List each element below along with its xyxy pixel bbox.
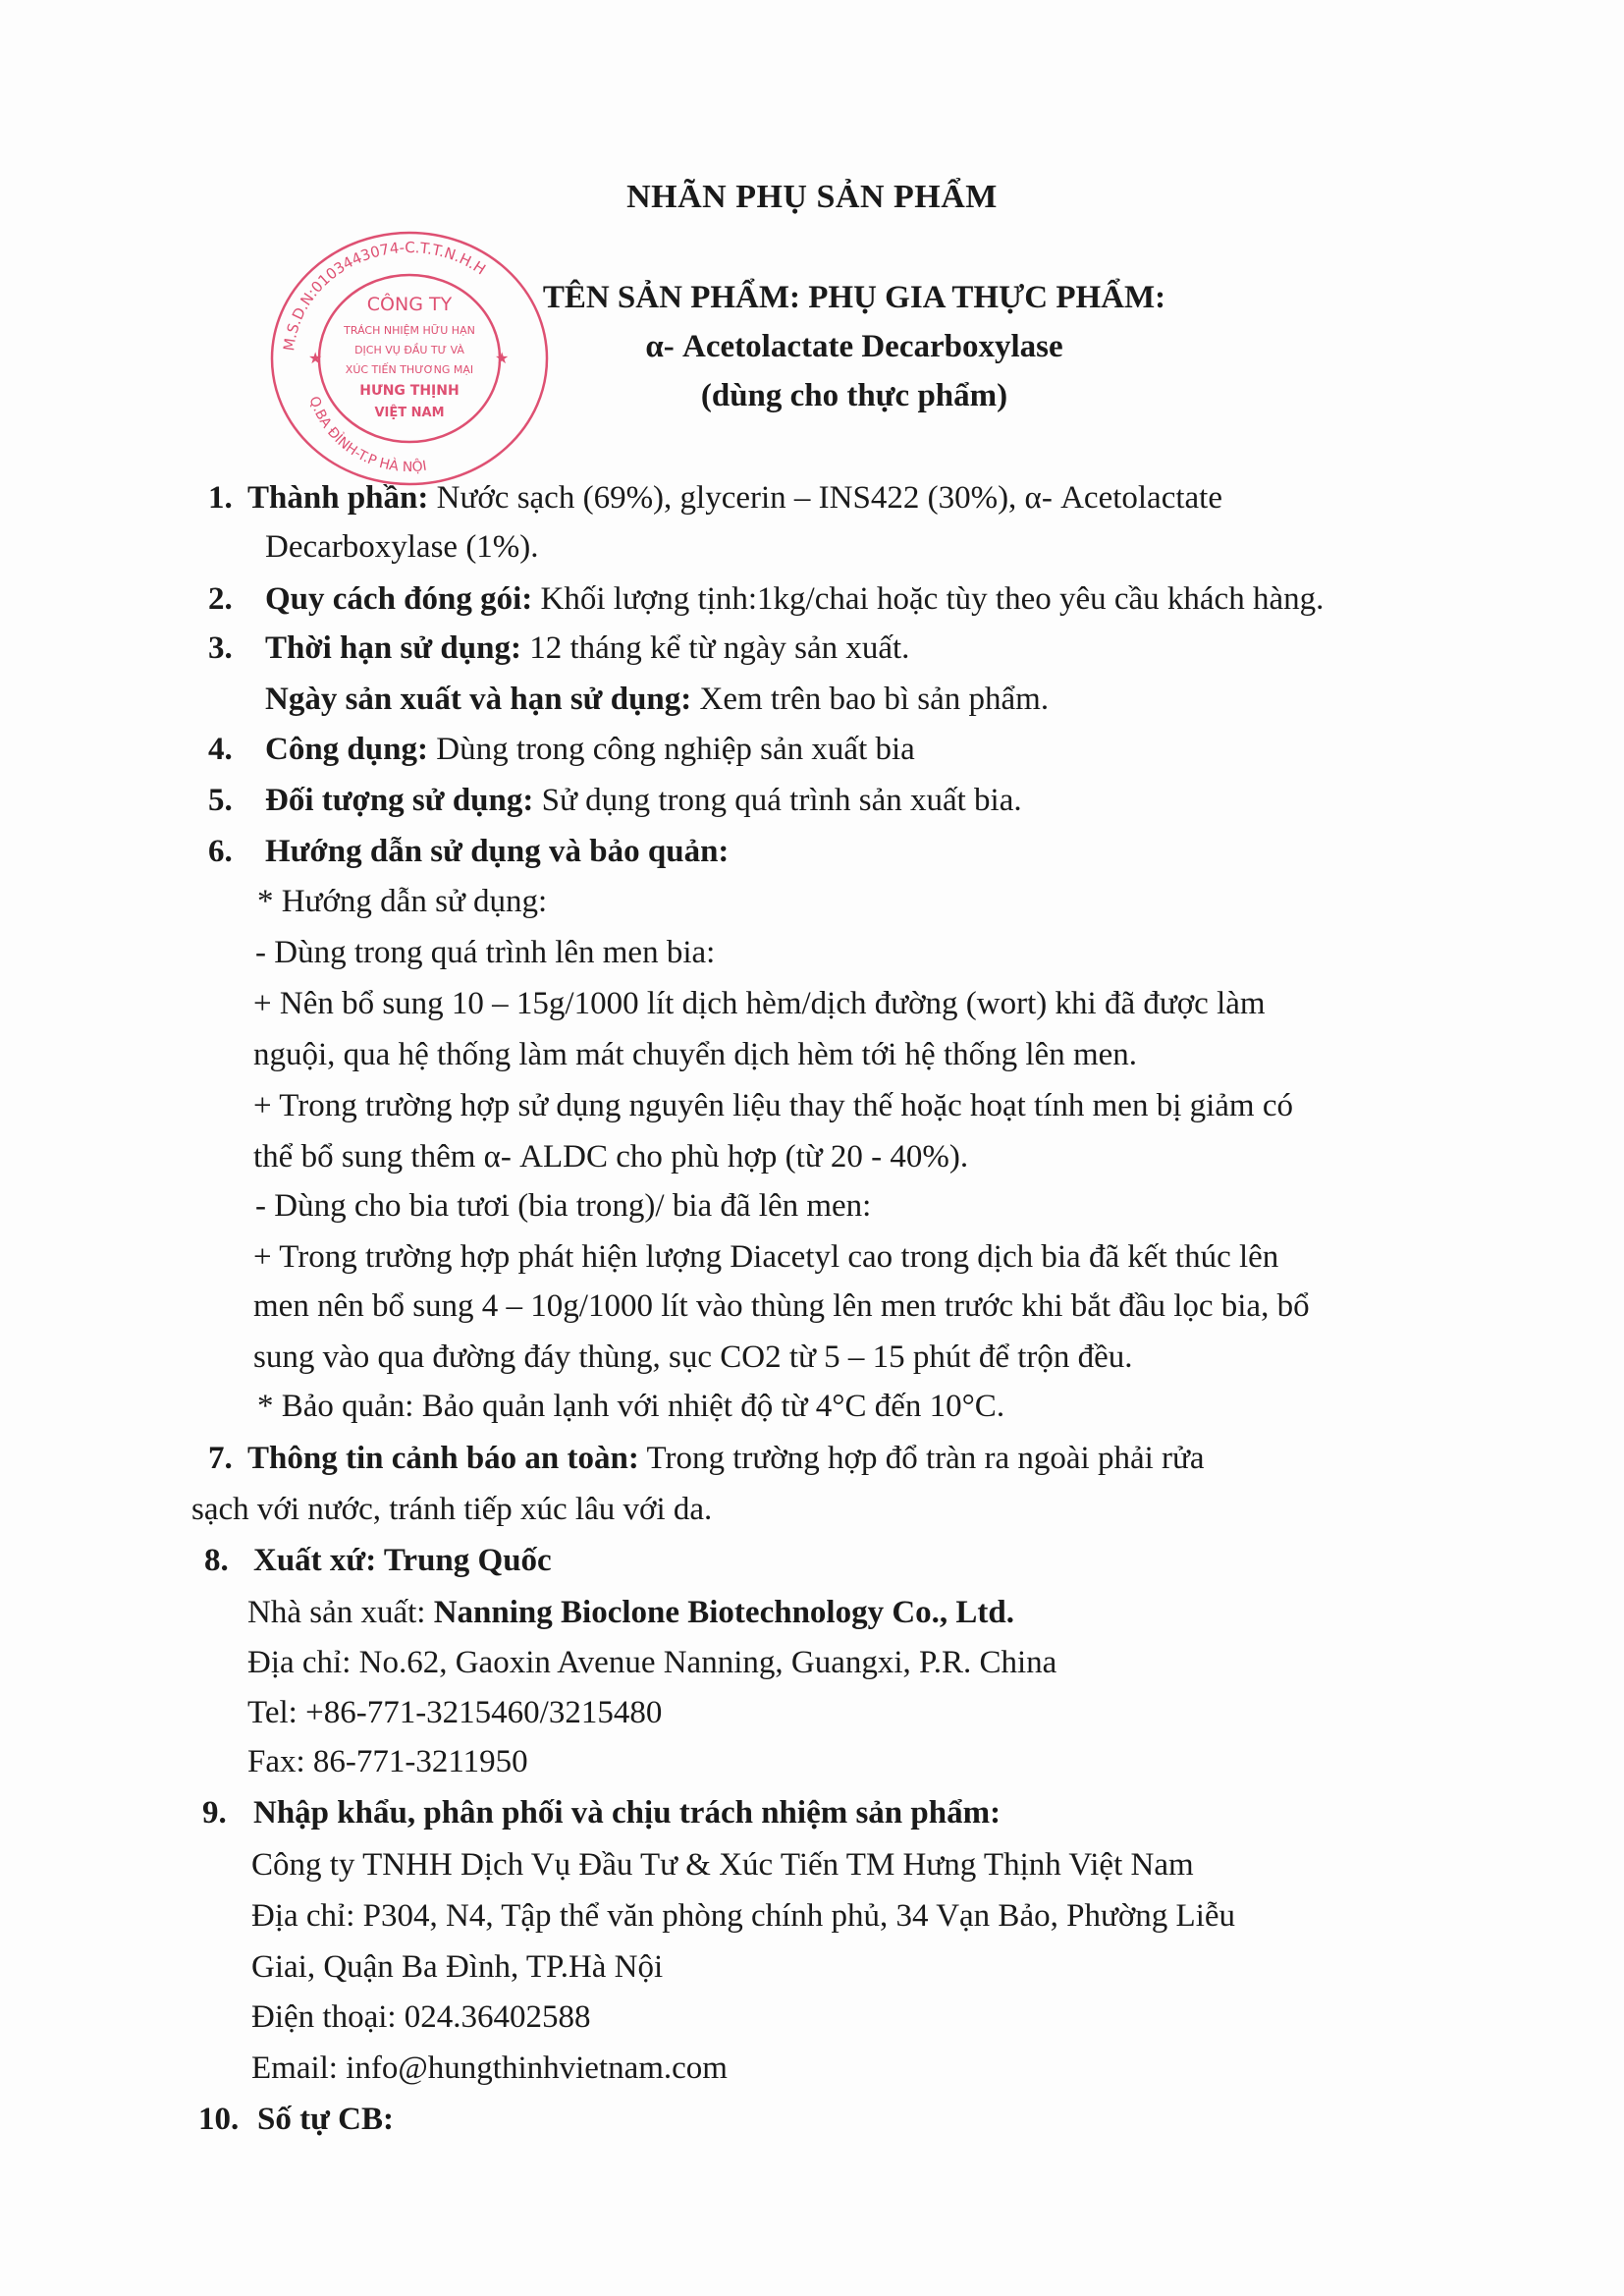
stamp-ring-textpath: M.S.D.N:0103443074-C.T.T.N.H.H xyxy=(280,238,489,353)
item-3 xyxy=(265,629,909,668)
item-7 xyxy=(247,1439,1205,1478)
item-3-text: 12 tháng kể từ ngày sản xuất. xyxy=(520,630,910,666)
item-3-label: Thời hạn sử dụng: xyxy=(265,630,521,666)
item-5 xyxy=(265,781,1022,820)
item-6-line-11: * Bảo quản: Bảo quản lạnh với nhiệt độ từ 4°C đến 10°C. xyxy=(257,1389,1005,1424)
item-3-text2: Xem trên bao bì sản phẩm. xyxy=(691,682,1050,717)
company-stamp xyxy=(267,226,552,491)
item-9-label: Nhập khẩu, phân phối và chịu trách nhiệm sản phẩm: xyxy=(253,1795,1001,1831)
item-2-number: 2. xyxy=(208,581,233,617)
stamp-line2: TRÁCH NHIỆM HỮU HẠN xyxy=(344,324,475,337)
item-6-line-2: - Dùng trong quá trình lên men bia: xyxy=(255,935,716,970)
item-3-second-line xyxy=(265,680,1049,719)
item-4-text: Dùng trong công nghiệp sản xuất bia xyxy=(427,732,915,767)
item-6-line-7: - Dùng cho bia tươi (bia trong)/ bia đã lên men: xyxy=(255,1188,872,1224)
item-6-number: 6. xyxy=(208,834,233,869)
stamp-line6: VIỆT NAM xyxy=(374,406,445,420)
item-6-line-4: nguội, qua hệ thống làm mát chuyển dịch hèm tới hệ thống lên men. xyxy=(253,1037,1138,1072)
stamp-line5: HƯNG THỊNH xyxy=(359,383,460,399)
item-8-number: 8. xyxy=(204,1543,229,1578)
product-name-label: TÊN SẢN PHẨM: PHỤ GIA THỰC PHẨM: xyxy=(542,280,1166,315)
item-9-number: 9. xyxy=(202,1795,227,1831)
stamp-star-right-icon: ★ xyxy=(495,349,510,367)
item-1-number: 1. xyxy=(208,480,233,516)
item-9-phone: Điện thoại: 024.36402588 xyxy=(251,1999,591,2035)
item-6-line-8: + Trong trường hợp phát hiện lượng Diacetyl cao trong dịch bia đã kết thúc lên xyxy=(253,1239,1279,1275)
item-8-manufacturer-name: Nanning Bioclone Biotechnology Co., Ltd. xyxy=(433,1595,1015,1630)
item-6-line-1: * Hướng dẫn sử dụng: xyxy=(257,884,548,919)
item-8-manufacturer-label: Nhà sản xuất: xyxy=(247,1595,434,1630)
item-7-continuation: sạch với nước, tránh tiếp xúc lâu với da. xyxy=(191,1492,713,1527)
stamp-bottom-textpath: Q.BA ĐÌNH-T.P HÀ NỘI xyxy=(305,394,428,476)
item-2 xyxy=(265,579,1324,619)
item-4 xyxy=(265,730,915,769)
stamp-line4: XÚC TIẾN THƯƠNG MẠI xyxy=(345,363,474,376)
item-4-label: Công dụng: xyxy=(265,732,428,767)
item-6-line-10: sung vào qua đường đáy thùng, sục CO2 từ 5 – 15 phút để trộn đều. xyxy=(253,1339,1133,1375)
item-3-label2: Ngày sản xuất và hạn sử dụng: xyxy=(265,682,692,717)
product-name: α- Acetolactate Decarboxylase xyxy=(645,329,1063,364)
stamp-line3: DỊCH VỤ ĐẦU TƯ VÀ xyxy=(354,344,464,356)
item-7-label: Thông tin cảnh báo an toàn: xyxy=(247,1441,639,1476)
item-8-manufacturer xyxy=(247,1593,1014,1632)
item-3-number: 3. xyxy=(208,630,233,666)
item-7-text: Trong trường hợp đổ tràn ra ngoài phải rửa xyxy=(638,1441,1205,1476)
item-8-fax: Fax: 86-771-3211950 xyxy=(247,1744,528,1779)
item-5-number: 5. xyxy=(208,783,233,818)
item-4-number: 4. xyxy=(208,732,233,767)
stamp-line1: CÔNG TY xyxy=(366,294,453,315)
document-title: NHÃN PHỤ SẢN PHẨM xyxy=(626,179,998,215)
item-1-text: Nước sạch (69%), glycerin – INS422 (30%), α- Acetolactate xyxy=(428,480,1222,516)
item-9-address-line-1: Địa chỉ: P304, N4, Tập thể văn phòng chính phủ, 34 Vạn Bảo, Phường Liễu xyxy=(251,1898,1236,1934)
item-2-text: Khối lượng tịnh:1kg/chai hoặc tùy theo yêu cầu khách hàng. xyxy=(532,581,1325,617)
item-1 xyxy=(247,478,1222,518)
stamp-star-left-icon: ★ xyxy=(308,349,323,367)
item-8-label: Xuất xứ: Trung Quốc xyxy=(253,1543,552,1578)
item-5-label: Đối tượng sử dụng: xyxy=(265,783,534,818)
item-9-company: Công ty TNHH Dịch Vụ Đầu Tư & Xúc Tiến TM Hưng Thịnh Việt Nam xyxy=(251,1847,1194,1883)
item-10-label: Số tự CB: xyxy=(257,2102,394,2137)
product-usage-note: (dùng cho thực phẩm) xyxy=(700,378,1008,413)
item-6-line-6: thể bổ sung thêm α- ALDC cho phù hợp (từ 20 - 40%). xyxy=(253,1139,969,1175)
item-6-line-5: + Trong trường hợp sử dụng nguyên liệu thay thế hoặc hoạt tính men bị giảm có xyxy=(253,1088,1293,1123)
item-1-label: Thành phần: xyxy=(247,480,429,516)
item-10-number: 10. xyxy=(198,2102,240,2137)
item-5-text: Sử dụng trong quá trình sản xuất bia. xyxy=(533,783,1022,818)
item-1-continuation: Decarboxylase (1%). xyxy=(265,529,539,565)
product-heading xyxy=(540,273,1168,420)
item-6-line-3: + Nên bổ sung 10 – 15g/1000 lít dịch hèm/dịch đường (wort) khi đã được làm xyxy=(253,986,1266,1021)
item-6-line-9: men nên bổ sung 4 – 10g/1000 lít vào thùng lên men trước khi bắt đầu lọc bia, bổ xyxy=(253,1288,1310,1324)
item-2-label: Quy cách đóng gói: xyxy=(265,581,533,617)
item-9-email: Email: info@hungthinhvietnam.com xyxy=(251,2050,728,2086)
item-8-tel: Tel: +86-771-3215460/3215480 xyxy=(247,1695,663,1730)
item-7-number: 7. xyxy=(208,1441,233,1476)
item-6-label: Hướng dẫn sử dụng và bảo quản: xyxy=(265,834,730,869)
item-8-address: Địa chỉ: No.62, Gaoxin Avenue Nanning, Guangxi, P.R. China xyxy=(247,1645,1057,1680)
item-9-address-line-2: Giai, Quận Ba Đình, TP.Hà Nội xyxy=(251,1949,664,1985)
